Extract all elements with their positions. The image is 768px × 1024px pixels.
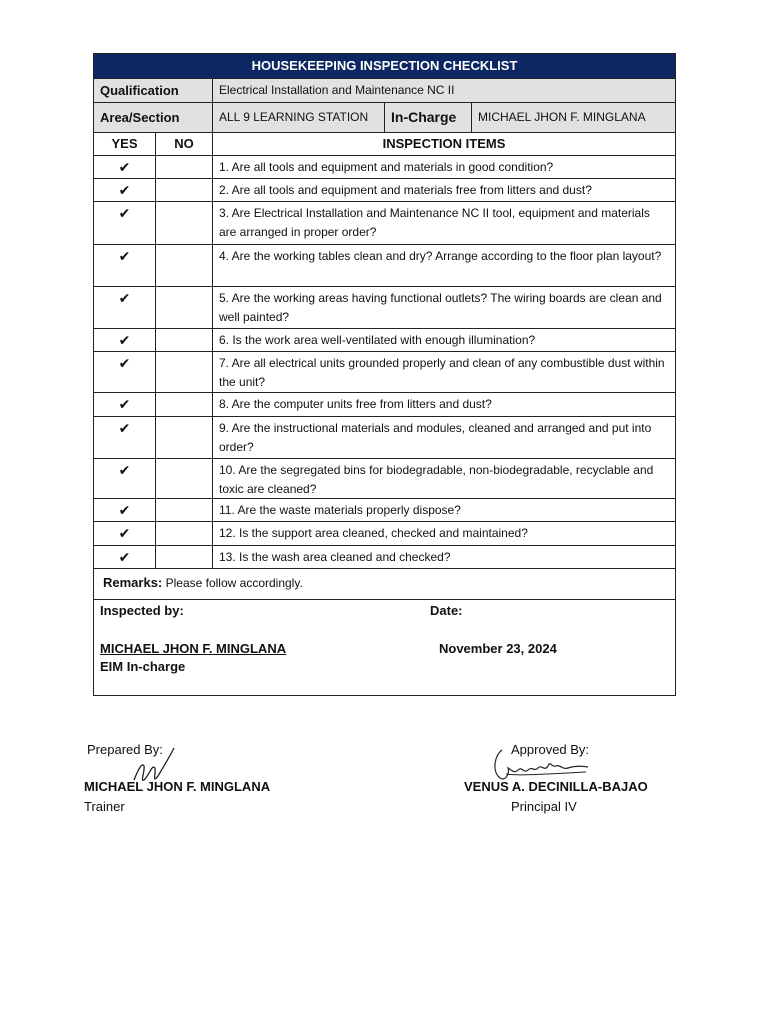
- yes-check-icon: ✔: [94, 352, 156, 392]
- approved-by-role: Principal IV: [511, 799, 577, 814]
- prepared-by-role: Trainer: [84, 799, 125, 814]
- checklist-item-row: [94, 287, 675, 329]
- no-cell: [156, 459, 213, 498]
- no-cell: [156, 352, 213, 392]
- approved-by-label: Approved By:: [511, 742, 590, 757]
- inspection-item-text: 3. Are Electrical Installation and Maintenance NC II tool, equipment and materials are arranged in proper order?: [219, 206, 650, 239]
- no-cell: [156, 245, 213, 286]
- checklist-item-row: [94, 156, 675, 179]
- checklist-item-row: [94, 202, 675, 245]
- inspection-item-text: 12. Is the support area cleaned, checked and maintained?: [219, 526, 528, 540]
- yes-check-icon: ✔: [94, 329, 156, 351]
- checklist-item-row: [94, 245, 675, 287]
- inspection-item-text: 2. Are all tools and equipment and materials free from litters and dust?: [219, 183, 592, 197]
- qualification-value: Electrical Installation and Maintenance NC II: [219, 83, 455, 97]
- yes-check-icon: ✔: [94, 546, 156, 568]
- area-value: ALL 9 LEARNING STATION: [213, 103, 385, 132]
- inspection-item-text: 7. Are all electrical units grounded properly and clean of any combustible dust within the unit?: [219, 356, 665, 389]
- checklist-item-row: [94, 393, 675, 417]
- yes-check-icon: ✔: [94, 417, 156, 458]
- inspection-item-text: 5. Are the working areas having functional outlets? The wiring boards are clean and well painted?: [219, 291, 662, 324]
- yes-check-icon: ✔: [94, 459, 156, 498]
- checklist-item-row: [94, 459, 675, 499]
- yes-check-icon: ✔: [94, 287, 156, 328]
- qualification-label: Qualification: [94, 79, 213, 102]
- yes-check-icon: ✔: [94, 202, 156, 244]
- no-cell: [156, 499, 213, 521]
- prepared-by-label: Prepared By:: [87, 742, 163, 757]
- date-label: Date:: [430, 603, 463, 618]
- inspection-item-text: 13. Is the wash area cleaned and checked?: [219, 550, 451, 564]
- checklist-item-row: [94, 352, 675, 393]
- approved-by-name: VENUS A. DECINILLA-BAJAO: [464, 779, 648, 794]
- yes-check-icon: ✔: [94, 156, 156, 178]
- yes-check-icon: ✔: [94, 179, 156, 201]
- inspection-date: November 23, 2024: [439, 641, 557, 656]
- column-header-row: [94, 133, 675, 156]
- no-cell: [156, 546, 213, 568]
- no-cell: [156, 329, 213, 351]
- remarks-value: Please follow accordingly.: [162, 576, 303, 590]
- inspection-items: [94, 156, 675, 569]
- inspected-by-label: Inspected by:: [100, 603, 184, 618]
- inspection-item-text: 10. Are the segregated bins for biodegradable, non-biodegradable, recyclable and toxic are cleaned?: [219, 463, 654, 496]
- no-cell: [156, 417, 213, 458]
- checklist-title: HOUSEKEEPING INSPECTION CHECKLIST: [94, 54, 675, 79]
- yes-check-icon: ✔: [94, 499, 156, 521]
- checklist-item-row: [94, 179, 675, 202]
- no-cell: [156, 179, 213, 201]
- checklist-item-row: [94, 417, 675, 459]
- checklist-item-row: [94, 329, 675, 352]
- yes-column-header: YES: [94, 133, 156, 155]
- area-label: Area/Section: [94, 103, 213, 132]
- remarks-label: Remarks:: [103, 575, 163, 590]
- no-cell: [156, 393, 213, 416]
- yes-check-icon: ✔: [94, 393, 156, 416]
- inspection-item-text: 11. Are the waste materials properly dispose?: [219, 503, 461, 517]
- yes-check-icon: ✔: [94, 522, 156, 545]
- no-cell: [156, 522, 213, 545]
- items-column-header: INSPECTION ITEMS: [382, 136, 506, 151]
- prepared-by-block: [84, 742, 304, 822]
- inspector-role: EIM In-charge: [100, 659, 186, 674]
- inspection-item-text: 4. Are the working tables clean and dry? Arrange according to the floor plan layout?: [219, 249, 662, 263]
- inspection-signoff: [94, 600, 675, 695]
- incharge-label: In-Charge: [385, 103, 472, 132]
- approved-by-block: [464, 742, 664, 822]
- inspection-item-text: 8. Are the computer units free from litters and dust?: [219, 397, 492, 411]
- no-column-header: NO: [156, 133, 213, 155]
- qualification-row: [94, 79, 675, 103]
- inspection-item-text: 6. Is the work area well-ventilated with enough illumination?: [219, 333, 536, 347]
- yes-check-icon: ✔: [94, 245, 156, 286]
- checklist-table: [93, 53, 676, 696]
- incharge-value: MICHAEL JHON F. MINGLANA: [478, 110, 646, 124]
- remarks-row: [94, 569, 675, 600]
- inspection-item-text: 1. Are all tools and equipment and materials in good condition?: [219, 160, 554, 174]
- area-row: [94, 103, 675, 133]
- no-cell: [156, 287, 213, 328]
- prepared-by-name: MICHAEL JHON F. MINGLANA: [84, 779, 271, 794]
- no-cell: [156, 202, 213, 244]
- checklist-item-row: [94, 499, 675, 522]
- inspector-name: MICHAEL JHON F. MINGLANA: [100, 641, 287, 656]
- checklist-item-row: [94, 522, 675, 546]
- no-cell: [156, 156, 213, 178]
- checklist-item-row: [94, 546, 675, 569]
- inspection-item-text: 9. Are the instructional materials and modules, cleaned and arranged and put into order?: [219, 421, 652, 454]
